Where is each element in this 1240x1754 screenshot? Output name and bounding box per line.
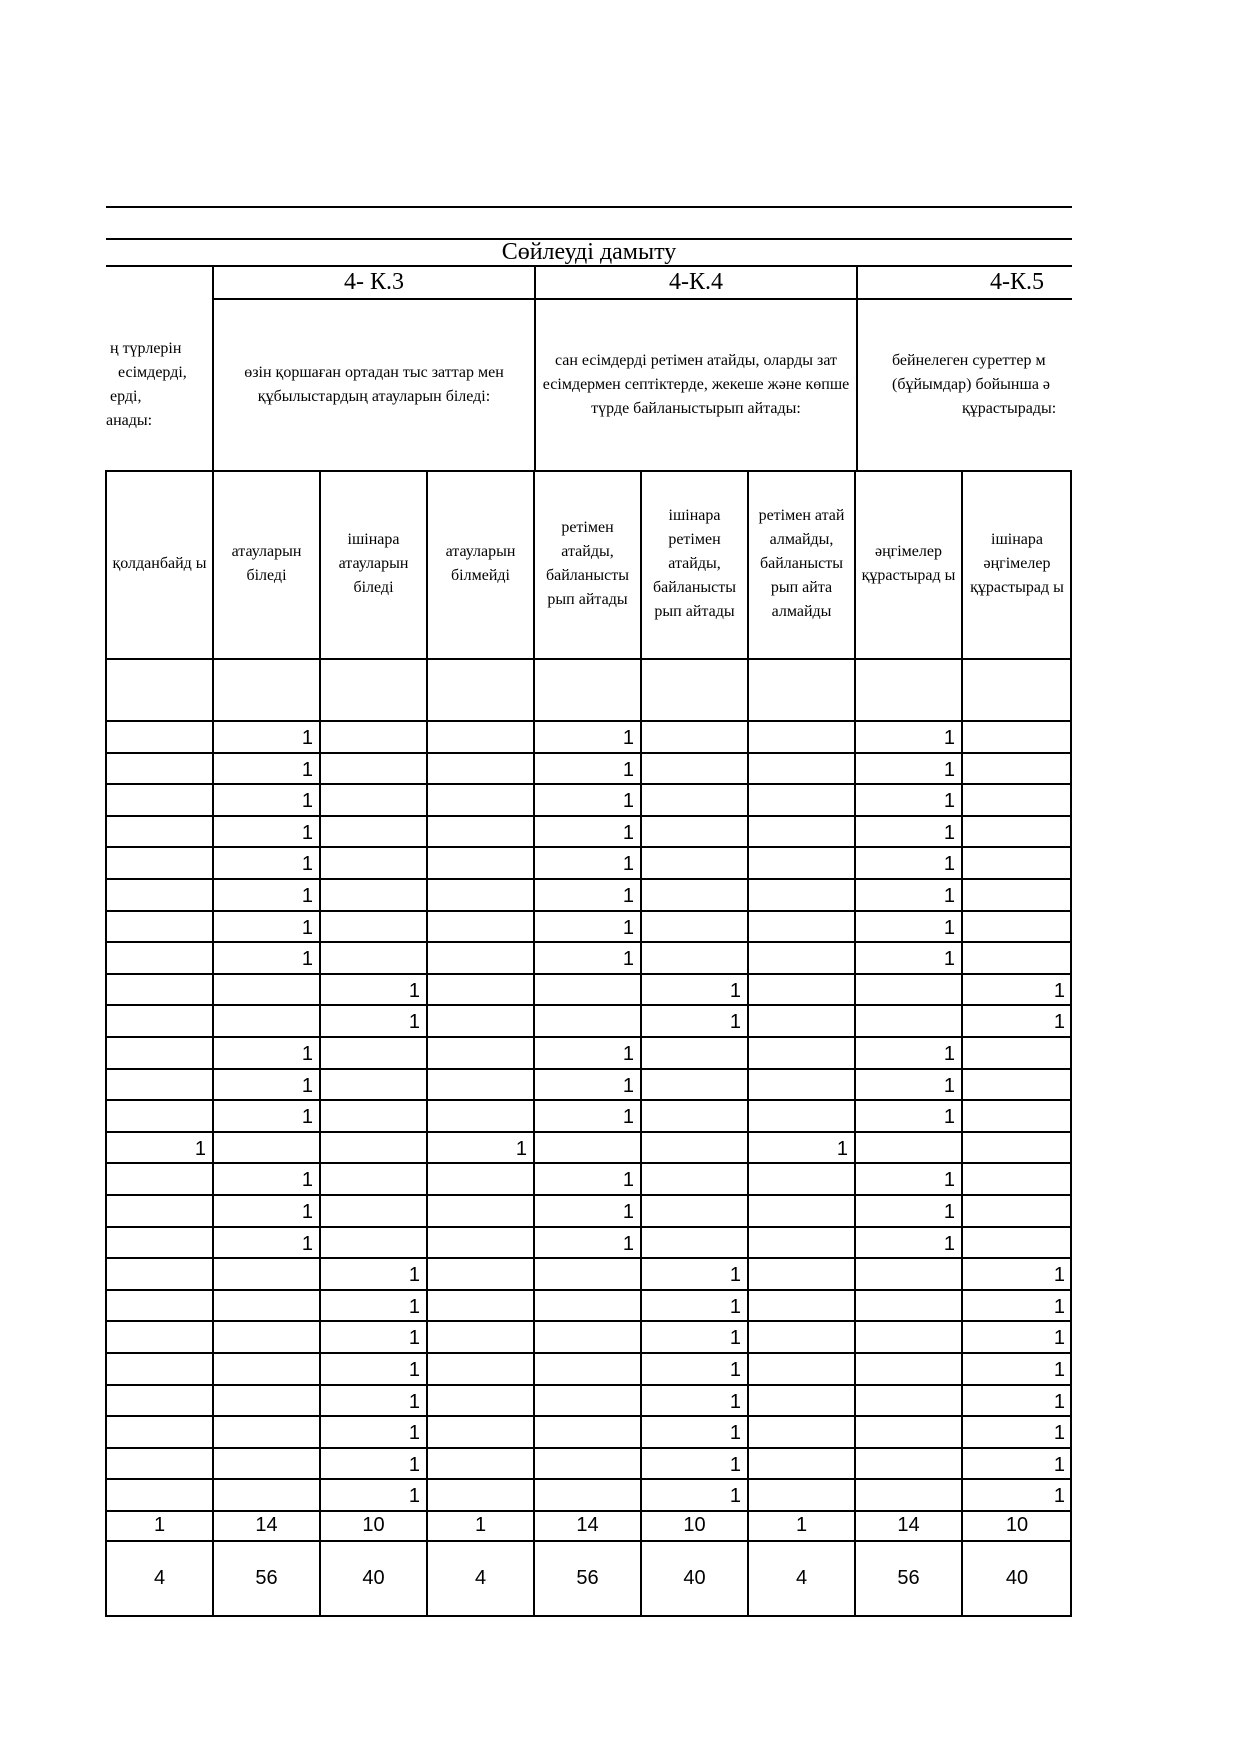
table-cell-value: 1 [1053, 1327, 1065, 1349]
table-cell-value: 1 [622, 948, 634, 970]
column-rule [1070, 470, 1072, 1617]
table-cell-value: 1 [301, 759, 313, 781]
percent-cell: 40 [362, 1567, 385, 1589]
header-bottom-rule [106, 658, 1072, 660]
table-cell-value: 1 [408, 1264, 420, 1286]
table-cell-value: 1 [729, 1454, 741, 1476]
table-cell-value: 1 [729, 1422, 741, 1444]
percent-cell: 56 [576, 1567, 599, 1589]
column-header: iшiнара ретiмен атайды, байланысты рып айтады [652, 507, 737, 620]
table-cell-value: 1 [301, 1043, 313, 1065]
totals-cell: 1 [474, 1514, 487, 1536]
table-cell-value: 1 [943, 853, 955, 875]
group-code-k3: 4- К.3 [344, 269, 404, 295]
table-cell-value: 1 [301, 727, 313, 749]
column-header: iшiнара атауларын бiледi [338, 531, 409, 596]
table-cell-value: 1 [408, 980, 420, 1002]
totals-cell: 10 [1005, 1514, 1029, 1536]
row-rule [106, 1289, 1072, 1291]
table-cell-value: 1 [1053, 1359, 1065, 1381]
group-separator [212, 266, 214, 472]
table-cell-value: 1 [408, 1391, 420, 1413]
percent-cell: 4 [795, 1567, 808, 1589]
top-rule [106, 206, 1072, 208]
row-rule [106, 1415, 1072, 1417]
percent-cell: 56 [897, 1567, 920, 1589]
table-cell-value: 1 [408, 1485, 420, 1507]
totals-cell: 10 [683, 1514, 706, 1536]
table-cell-value: 1 [943, 1106, 955, 1128]
percent-rule [106, 1615, 1072, 1617]
row-rule [106, 1447, 1072, 1449]
table-cell-value: 1 [1053, 1296, 1065, 1318]
table-cell-value: 1 [729, 980, 741, 1002]
column-header: қолданбайд ы [112, 555, 207, 572]
table-cell-value: 1 [729, 1485, 741, 1507]
column-rule [854, 470, 856, 1617]
table-cell-value: 1 [943, 822, 955, 844]
table-cell-value: 1 [1053, 980, 1065, 1002]
table-cell-value: 1 [622, 1043, 634, 1065]
table-cell-value: 1 [408, 1296, 420, 1318]
percent-cell: 40 [1005, 1567, 1029, 1589]
group-description-k3: өзiн қоршаған ортадан тыс заттар мен құбылыстардың атауларын бiледi: [244, 364, 504, 405]
column-header: әңгiмелер құрастырад ы [861, 543, 956, 584]
table-cell-value: 1 [301, 822, 313, 844]
column-rule [640, 470, 642, 1617]
column-rule [747, 470, 749, 1617]
table-cell-value: 1 [622, 917, 634, 939]
table-cell-value: 1 [622, 1106, 634, 1128]
table-cell-value: 1 [1053, 1485, 1065, 1507]
table-cell-value: 1 [943, 885, 955, 907]
table-cell-value: 1 [1053, 1391, 1065, 1413]
table-cell-value: 1 [194, 1138, 206, 1160]
table-cell-value: 1 [729, 1327, 741, 1349]
group-description-k4: сан есiмдердi ретiмен атайды, оларды зат есiмдермен септiктерде, жекеше және көпше түрде байланыстырып айтады: [542, 352, 850, 417]
table-cell-value: 1 [943, 1201, 955, 1223]
row-rule [106, 1226, 1072, 1228]
table-cell-value: 1 [301, 948, 313, 970]
table-cell-value: 1 [301, 885, 313, 907]
totals-cell: 14 [576, 1514, 599, 1536]
row-rule [106, 815, 1072, 817]
table-cell-value: 1 [1053, 1264, 1065, 1286]
group-code-k5: 4-К.5 [990, 269, 1044, 295]
table-cell-value: 1 [729, 1391, 741, 1413]
table-cell-value: 1 [622, 853, 634, 875]
table-cell-value: 1 [943, 790, 955, 812]
table-cell-value: 1 [729, 1359, 741, 1381]
table-cell-value: 1 [408, 1011, 420, 1033]
column-rule [105, 470, 107, 1617]
table-cell-value: 1 [729, 1296, 741, 1318]
section-title: Сөйлеудi дамыту [501, 239, 677, 265]
column-header: iшiнара әңгiмелер құрастырад ы [970, 531, 1064, 596]
table-cell-value: 1 [729, 1264, 741, 1286]
blank-row-rule [106, 720, 1072, 722]
table-cell-value: 1 [729, 1011, 741, 1033]
table-cell-value: 1 [622, 1075, 634, 1097]
table-cell-value: 1 [622, 822, 634, 844]
table-cell-value: 1 [1053, 1454, 1065, 1476]
table-cell-value: 1 [301, 853, 313, 875]
row-rule [106, 1131, 1072, 1133]
totals-cell: 14 [897, 1514, 920, 1536]
group-description-k5: бейнелеген суреттер м (бұйымдар) бойынша ә құрастырады: [892, 352, 1057, 417]
percent-cell: 56 [255, 1567, 278, 1589]
row-rule [106, 1384, 1072, 1386]
table-cell-value: 1 [301, 1075, 313, 1097]
row-rule [106, 1162, 1072, 1164]
table-cell-value: 1 [408, 1422, 420, 1444]
column-rule [319, 470, 321, 1617]
row-rule [106, 1004, 1072, 1006]
table-cell-value: 1 [301, 790, 313, 812]
table-cell-value: 1 [943, 759, 955, 781]
column-header: ретiмен атай алмайды, байланысты рып айта алмайды [758, 507, 845, 620]
row-rule [106, 910, 1072, 912]
row-rule [106, 1194, 1072, 1196]
column-header: атауларын бiлмейдi [445, 543, 516, 584]
percent-cell: 4 [474, 1567, 487, 1589]
table-cell-value: 1 [943, 917, 955, 939]
row-rule [106, 1352, 1072, 1354]
group-separator [856, 266, 858, 472]
table-cell-value: 1 [408, 1327, 420, 1349]
table-cell-value: 1 [301, 1169, 313, 1191]
table-cell-value: 1 [943, 727, 955, 749]
totals-cell: 14 [255, 1514, 278, 1536]
partial-group-description: ң түрлерiн есiмдердi, ерді, анады: [106, 340, 187, 429]
table-cell-value: 1 [943, 1043, 955, 1065]
column-header: атауларын бiледi [231, 543, 302, 584]
table-cell-value: 1 [943, 1233, 955, 1255]
table-cell-value: 1 [1053, 1422, 1065, 1444]
column-rule [961, 470, 963, 1617]
row-rule [106, 878, 1072, 880]
percent-cell: 4 [153, 1567, 166, 1589]
table-cell-value: 1 [836, 1138, 848, 1160]
group-code-k4: 4-К.4 [669, 269, 723, 295]
table-cell-value: 1 [301, 1233, 313, 1255]
table-cell-value: 1 [622, 790, 634, 812]
column-header: ретiмен атайды, байланысты рып айтады [545, 519, 630, 608]
table-cell-value: 1 [622, 727, 634, 749]
table-cell-value: 1 [622, 1169, 634, 1191]
table-cell-value: 1 [408, 1359, 420, 1381]
totals-cell: 1 [795, 1514, 808, 1536]
percent-cell: 40 [683, 1567, 706, 1589]
totals-cell: 1 [153, 1514, 166, 1536]
table-cell-value: 1 [408, 1454, 420, 1476]
row-rule [106, 1320, 1072, 1322]
table-cell-value: 1 [301, 917, 313, 939]
row-rule [106, 1478, 1072, 1480]
table-cell-value: 1 [1053, 1011, 1065, 1033]
row-rule [106, 752, 1072, 754]
totals-cell: 10 [362, 1514, 385, 1536]
table-cell-value: 1 [515, 1138, 527, 1160]
table-cell-value: 1 [943, 1075, 955, 1097]
group-separator [534, 266, 536, 472]
table-cell-value: 1 [622, 1233, 634, 1255]
table-cell-value: 1 [622, 759, 634, 781]
table-cell-value: 1 [301, 1201, 313, 1223]
table-cell-value: 1 [943, 948, 955, 970]
table-cell-value: 1 [301, 1106, 313, 1128]
table-cell-value: 1 [943, 1169, 955, 1191]
table-cell-value: 1 [622, 1201, 634, 1223]
table-cell-value: 1 [622, 885, 634, 907]
row-rule [106, 1068, 1072, 1070]
row-rule [106, 973, 1072, 975]
column-rule [426, 470, 428, 1617]
row-rule [106, 1036, 1072, 1038]
column-rule [533, 470, 535, 1617]
column-rule [212, 470, 214, 1617]
